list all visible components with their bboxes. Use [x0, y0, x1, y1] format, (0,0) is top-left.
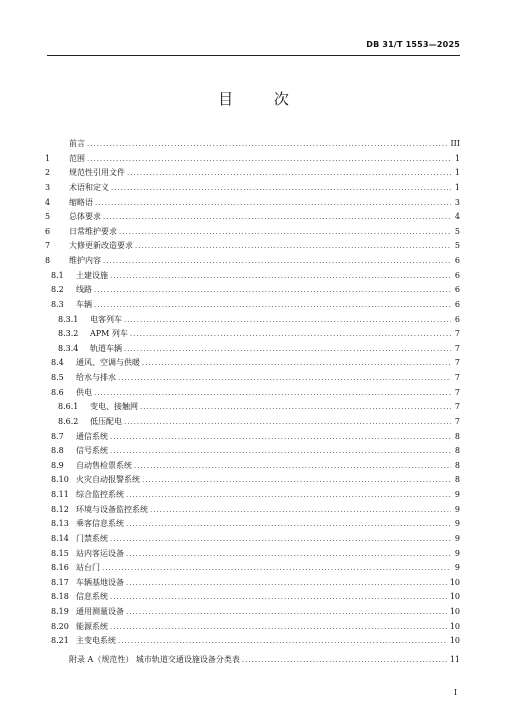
- toc-entry-number: 4: [45, 197, 51, 207]
- toc-entry-title: 术语和定义: [69, 182, 109, 192]
- toc-leader-dots: [126, 547, 451, 562]
- toc-entry[interactable]: [44, 342, 460, 357]
- toc-entry-title: 给水与排水: [76, 373, 116, 382]
- toc-entry-page: 9: [454, 548, 460, 558]
- toc-leader-dots: [95, 196, 451, 211]
- toc-entry-page: 10: [449, 621, 460, 631]
- toc-entry[interactable]: [44, 590, 460, 605]
- toc-entry-page: 7: [454, 358, 460, 368]
- toc-entry[interactable]: [44, 473, 460, 488]
- toc-entry-number: 8.3: [51, 299, 64, 309]
- toc-entry[interactable]: [44, 371, 460, 386]
- toc-entry-page: 7: [454, 402, 460, 412]
- toc-entry-number: 8.15: [51, 548, 69, 558]
- toc-entry-title: 火灾自动报警系统: [76, 475, 140, 485]
- toc-entry[interactable]: [44, 166, 460, 181]
- toc-entry-page: 10: [449, 607, 460, 616]
- toc-entry-title: 信息系统: [76, 592, 108, 602]
- toc-entry-number: 8.4: [51, 358, 64, 368]
- toc-entry-number: 8.11: [51, 490, 69, 499]
- toc-leader-dots: [94, 386, 451, 401]
- toc-entry-number: 6: [45, 226, 51, 236]
- toc-entry-number: 8.2: [51, 285, 64, 295]
- toc-leader-dots: [103, 210, 451, 225]
- toc-leader-dots: [242, 653, 447, 668]
- toc-entry-number: 8.3.4: [58, 343, 79, 353]
- toc-entry-title: 供电: [76, 387, 92, 397]
- toc-entry-number: 8.8: [51, 446, 64, 456]
- footer-page-number: I: [453, 688, 457, 697]
- toc-entry-page: 8: [454, 475, 460, 485]
- toc-leader-dots: [94, 298, 451, 313]
- toc-entry-title: 综合监控系统: [76, 490, 124, 499]
- toc-leader-dots: [124, 342, 451, 357]
- toc-entry[interactable]: [44, 517, 460, 532]
- toc-entry-page: 6: [454, 314, 460, 324]
- toc-entry-page: 3: [454, 197, 460, 207]
- toc-entry-number: 8.6.1: [58, 402, 79, 412]
- toc-entry-number: 8.5: [51, 373, 64, 382]
- toc-entry-number: 1: [45, 153, 51, 163]
- toc-entry[interactable]: [44, 210, 460, 225]
- toc-entry[interactable]: [44, 298, 460, 313]
- toc-entry-number: 8.3.2: [58, 329, 79, 339]
- toc-entry-title: 附录 A（规范性） 城市轨道交通设施设备分类表: [69, 654, 240, 664]
- toc-entry-number: 8.7: [51, 431, 64, 441]
- toc-entry[interactable]: [44, 356, 460, 371]
- toc-entry[interactable]: [44, 532, 460, 547]
- toc-entry-page: 7: [454, 416, 460, 426]
- toc-entry[interactable]: [44, 547, 460, 562]
- toc-entry-page: 6: [454, 299, 460, 309]
- toc-leader-dots: [87, 137, 448, 152]
- toc-entry-title: 总体要求: [69, 212, 101, 222]
- toc-entry-title: 通用测量设备: [76, 607, 124, 616]
- toc-leader-dots: [110, 444, 451, 459]
- toc-entry[interactable]: [44, 415, 460, 430]
- toc-leader-dots: [126, 605, 447, 620]
- toc-entry-title: 通风、空调与供暖: [76, 358, 140, 368]
- toc-leader-dots: [124, 415, 451, 430]
- toc-entry[interactable]: [44, 561, 460, 576]
- toc-leader-dots: [126, 488, 451, 503]
- toc-entry-title: 主变电系统: [76, 636, 116, 646]
- toc-entry-page: 7: [454, 343, 460, 353]
- toc-leader-dots: [150, 503, 451, 518]
- toc-entry-page: 1: [454, 182, 460, 192]
- toc-entry[interactable]: [44, 313, 460, 328]
- toc-entry-title: 范围: [69, 153, 85, 163]
- toc-entry[interactable]: [44, 503, 460, 518]
- toc-leader-dots: [110, 532, 451, 547]
- toc-leader-dots: [142, 356, 451, 371]
- toc-entry[interactable]: [44, 283, 460, 298]
- toc-leader-dots: [142, 473, 451, 488]
- toc-entry-title: 前言: [69, 139, 85, 148]
- toc-entry-page: 4: [454, 212, 460, 222]
- toc-leader-dots: [127, 166, 451, 181]
- toc-leader-dots: [126, 517, 451, 532]
- toc-entry-number: 8.9: [51, 460, 64, 470]
- toc-entry-page: 10: [449, 592, 460, 602]
- toc-entry-title: 车辆基地设备: [76, 577, 124, 587]
- toc-leader-dots: [111, 181, 451, 196]
- toc-entry-title: 规范性引用文件: [69, 168, 125, 178]
- toc-entry-number: 8.3.1: [58, 314, 79, 324]
- toc-entry-number: 2: [45, 168, 51, 178]
- toc-entry-title: 自动售检票系统: [76, 460, 132, 470]
- toc-entry-number: 8.6.2: [58, 416, 79, 426]
- toc-title: 目 次: [218, 90, 307, 108]
- toc-entry-title: 通信系统: [76, 431, 108, 441]
- toc-entry[interactable]: [44, 225, 460, 240]
- toc-entry-number: 8.19: [51, 607, 69, 616]
- toc-leader-dots: [119, 225, 451, 240]
- toc-entry-title: 大修更新改造要求: [69, 241, 133, 251]
- toc-entry-title: 环境与设备监控系统: [76, 504, 148, 514]
- toc-entry-page: 5: [454, 226, 460, 236]
- toc-leader-dots: [87, 152, 451, 167]
- toc-entry-page: 7: [454, 373, 460, 382]
- toc-entry-page: 8: [454, 460, 460, 470]
- toc-entry-page: 9: [454, 504, 460, 514]
- toc-entry-number: 8.12: [51, 504, 69, 514]
- toc-entry[interactable]: [44, 488, 460, 503]
- toc-leader-dots: [110, 620, 447, 635]
- toc-leader-dots: [134, 459, 451, 474]
- toc-entry-number: 5: [45, 212, 51, 222]
- toc-entry-number: 8.6: [51, 387, 64, 397]
- toc-entry[interactable]: [44, 386, 460, 401]
- toc-entry-page: 1: [454, 168, 460, 178]
- toc-leader-dots: [140, 400, 451, 415]
- toc-leader-dots: [110, 269, 451, 284]
- toc-entry[interactable]: [44, 239, 460, 254]
- toc-leader-dots: [130, 327, 451, 342]
- toc-entry-title: 能源系统: [76, 621, 108, 631]
- toc-entry-title: 门禁系统: [76, 533, 108, 543]
- toc-entry[interactable]: [44, 444, 460, 459]
- toc-entry-page: 8: [454, 446, 460, 456]
- toc-entry[interactable]: [44, 459, 460, 474]
- toc-entry-page: 9: [454, 490, 460, 499]
- toc-entry-page: 7: [454, 329, 460, 339]
- toc-entry-title: 线路: [76, 285, 92, 295]
- toc-entry-page: 5: [454, 241, 460, 251]
- toc-entry[interactable]: [44, 430, 460, 445]
- toc-entry-number: 8.1: [51, 270, 64, 280]
- toc-entry-title: 维护内容: [69, 256, 101, 265]
- toc-entry-title: 低压配电: [90, 416, 122, 426]
- toc-entry-number: 8.14: [51, 533, 69, 543]
- toc-entry-title: 电客列车: [90, 314, 122, 324]
- toc-entry-title: 信号系统: [76, 446, 108, 456]
- toc-leader-dots: [110, 430, 451, 445]
- toc-entry-title: 缩略语: [69, 197, 93, 207]
- toc-leader-dots: [102, 561, 451, 576]
- toc-entry[interactable]: [44, 152, 460, 167]
- toc-entry-number: 8: [45, 256, 51, 265]
- toc-entry-title: 日常维护要求: [69, 226, 117, 236]
- toc-entry-page: 11: [449, 654, 460, 664]
- toc-entry-title: 站内客运设备: [76, 548, 124, 558]
- toc-entry[interactable]: [44, 181, 460, 196]
- toc-entry-title: 车辆: [76, 299, 92, 309]
- toc-entry[interactable]: [44, 137, 460, 152]
- toc-leader-dots: [124, 313, 451, 328]
- toc-entry-number: 8.21: [51, 636, 69, 646]
- toc-entry-title: 土建设施: [76, 270, 108, 280]
- toc-entry-page: III: [450, 139, 460, 148]
- toc-entry-number: 7: [45, 241, 51, 251]
- toc-entry-title: 站台门: [76, 563, 100, 573]
- toc-entry-page: 8: [454, 431, 460, 441]
- toc-entry[interactable]: [44, 653, 460, 668]
- toc-entry[interactable]: [44, 620, 460, 635]
- toc-entry-number: 8.10: [51, 475, 69, 485]
- toc-entry-title: 轨道车辆: [90, 343, 122, 353]
- toc-entry[interactable]: [44, 327, 460, 342]
- toc-entry-page: 7: [454, 387, 460, 397]
- toc-leader-dots: [118, 371, 451, 386]
- toc-leader-dots: [118, 634, 447, 649]
- toc-leader-dots: [135, 239, 451, 254]
- toc-entry-page: 10: [449, 636, 460, 646]
- toc-leader-dots: [126, 576, 447, 591]
- header-rule: [47, 55, 460, 56]
- toc-leader-dots: [110, 590, 447, 605]
- toc-entry[interactable]: [44, 196, 460, 211]
- toc-entry[interactable]: [44, 634, 460, 649]
- toc-entry-title: 变电、接触网: [90, 402, 138, 412]
- toc-entry-number: 8.16: [51, 563, 69, 573]
- toc-entry-page: 1: [454, 153, 460, 163]
- toc-leader-dots: [103, 254, 451, 269]
- toc-entry-page: 9: [454, 563, 460, 573]
- toc-entry[interactable]: [44, 254, 460, 269]
- toc-entry-page: 9: [454, 533, 460, 543]
- toc-entry-number: 3: [45, 182, 51, 192]
- toc-list: [44, 137, 460, 668]
- toc-entry-page: 9: [454, 519, 460, 529]
- toc-entry-number: 8.20: [51, 621, 69, 631]
- toc-entry[interactable]: [44, 605, 460, 620]
- toc-leader-dots: [94, 283, 451, 298]
- toc-entry-page: 10: [449, 577, 460, 587]
- standard-code: DB 31/T 1553—2025: [366, 40, 460, 49]
- toc-entry-title: APM 列车: [90, 329, 128, 339]
- toc-entry-page: 6: [454, 256, 460, 265]
- toc-entry-page: 6: [454, 285, 460, 295]
- toc-entry[interactable]: [44, 269, 460, 284]
- toc-entry[interactable]: [44, 576, 460, 591]
- toc-entry-page: 6: [454, 270, 460, 280]
- toc-entry-title: 乘客信息系统: [76, 519, 124, 529]
- toc-entry-number: 8.17: [51, 577, 69, 587]
- toc-entry-number: 8.13: [51, 519, 69, 529]
- toc-entry-number: 8.18: [51, 592, 69, 602]
- toc-entry[interactable]: [44, 400, 460, 415]
